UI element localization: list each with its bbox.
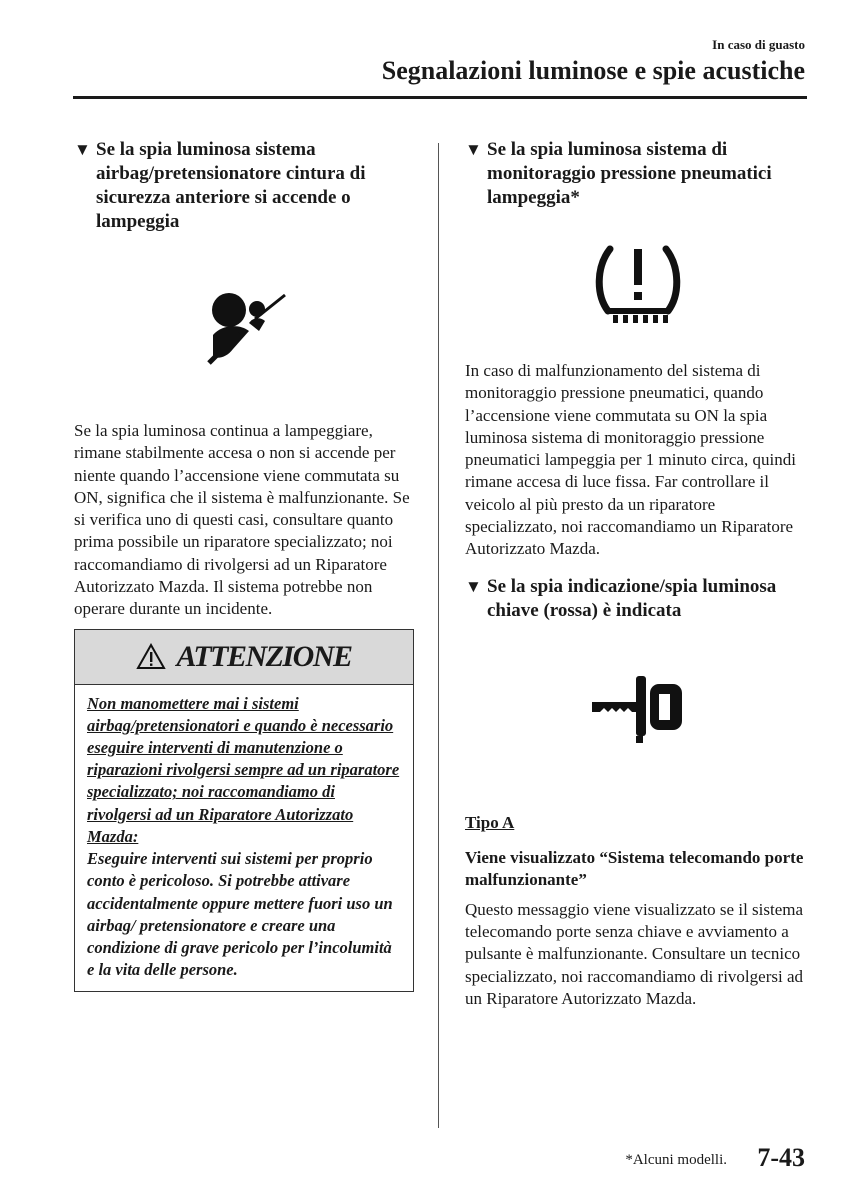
page-number: 7-43 xyxy=(757,1143,805,1172)
left-column xyxy=(74,138,414,992)
heading-marker: ▼ xyxy=(465,140,482,159)
warning-title: ATTENZIONE xyxy=(176,639,352,673)
airbag-icon-box xyxy=(74,234,414,420)
key-section-heading xyxy=(465,575,810,623)
page-title: Segnalazioni luminose e spie acustiche xyxy=(381,56,805,85)
heading-text: Se la spia luminosa sistema airbag/pretensionatore cintura di sicurezza anteriore si accende o lampeggia xyxy=(96,139,366,232)
key-body-text: Questo messaggio viene visualizzato se il sistema telecomando porte senza chiave e avviamento a pulsante è malfunzionante. Consultare un tecnico specializzato, noi raccomandiamo di rivolgersi ad un Riparatore Autorizzato Mazda. xyxy=(465,899,804,1008)
heading-text: Se la spia luminosa sistema di monitoraggio pressione pneumatici lampeggia* xyxy=(487,139,772,208)
airbag-body-text: Se la spia luminosa continua a lampeggiare, rimane stabilmente accesa o non si accende per niente quando l’accensione viene commutata su ON, significa che il sistema è malfunzionante. Se si verifica uno di questi casi, consultare quanto prima possibile un riparatore specializzato; noi raccomandiamo di rivolgersi ad un Riparatore Autorizzato Mazda. Il sistema potrebbe non operare durante un incidente. xyxy=(74,421,410,619)
heading-marker: ▼ xyxy=(465,576,482,596)
key-icon-box xyxy=(465,623,810,791)
column-divider xyxy=(438,143,439,1128)
tpms-icon-box xyxy=(465,210,810,360)
warning-underlined-text: Non manomettere mai i sistemi airbag/pretensionatori e quando è necessario eseguire interventi di manutenzione o riparazioni rivolgersi sempre ad un riparatore specializzato; noi raccomandiamo di rivolgersi ad un Riparatore Autorizzato Mazda: xyxy=(87,693,400,846)
tpms-section-heading xyxy=(465,138,810,210)
warning-box xyxy=(74,629,414,993)
airbag-section-heading xyxy=(74,138,414,234)
tire-pressure-warning-icon xyxy=(588,239,688,331)
header-rule xyxy=(73,96,807,99)
warning-triangle-icon xyxy=(136,643,166,670)
chapter-label: In caso di guasto xyxy=(712,37,805,52)
right-column xyxy=(465,138,810,1010)
airbag-warning-icon xyxy=(199,287,289,367)
message-title: Viene visualizzato “Sistema telecomando porte malfunzionante” xyxy=(465,847,804,889)
warning-header xyxy=(75,630,413,685)
heading-marker: ▼ xyxy=(74,140,91,159)
tpms-body-text: In caso di malfunzionamento del sistema di monitoraggio pressione pneumatici, quando l’accensione viene commutata su ON la spia luminosa sistema di monitoraggio pressione pneumatici lampeggia per 1 minuto circa, quindi rimane accesa di luce fissa. Far controllare il veicolo al più presto da un riparatore specializzato, noi raccomandiamo un Riparatore Autorizzato Mazda. xyxy=(465,361,796,559)
warning-body xyxy=(75,685,413,992)
heading-text: Se la spia indicazione/spia luminosa chiave (rossa) è indicata xyxy=(487,575,777,621)
key-warning-icon xyxy=(588,670,688,744)
warning-text: Eseguire interventi sui sistemi per proprio conto è pericoloso. Si potrebbe attivare accidentalmente oppure mettere fuori uso un airbag/ pretensionatore e creare una condizione di grave pericolo per l’incolumità e la vita delle persone. xyxy=(87,849,393,980)
footnote: *Alcuni modelli. xyxy=(625,1152,727,1168)
type-label: Tipo A xyxy=(465,812,515,832)
